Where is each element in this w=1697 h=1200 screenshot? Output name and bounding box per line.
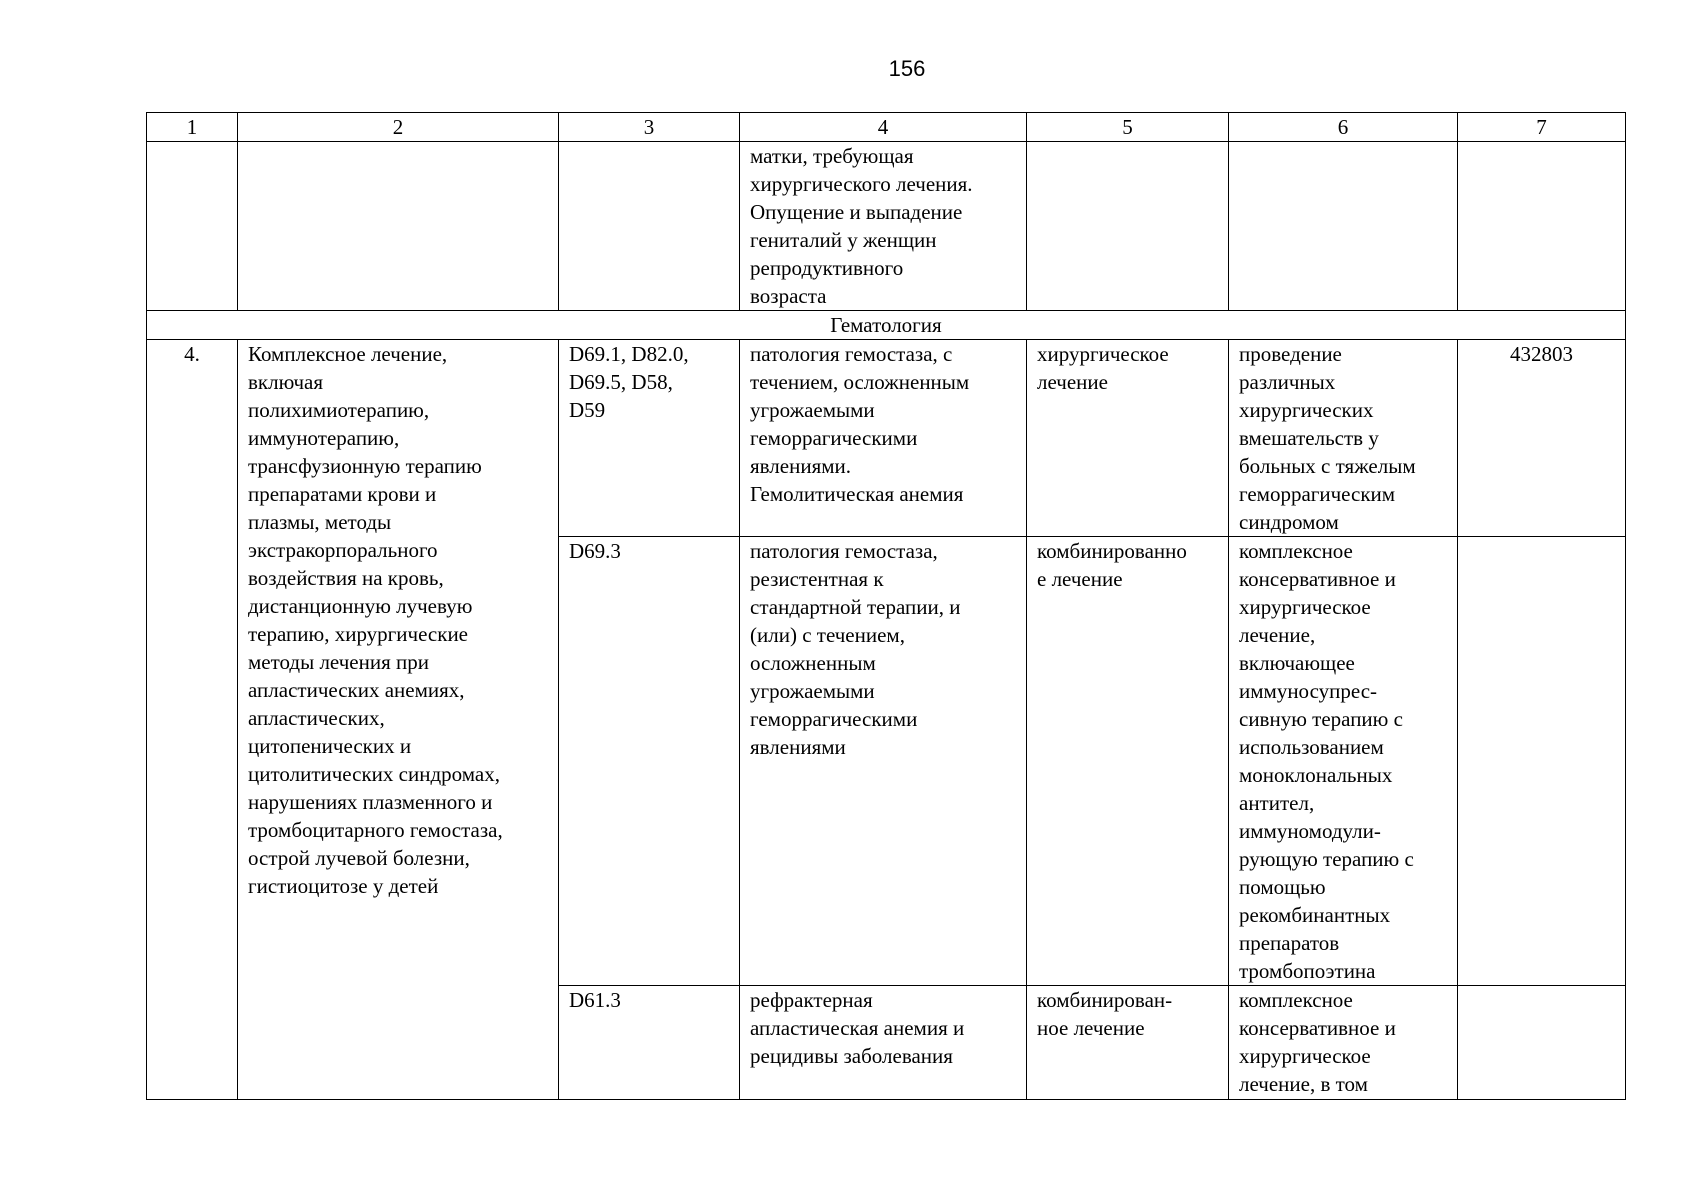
diagnosis-codes: D69.1, D82.0, D69.5, D58, D59 bbox=[559, 340, 740, 537]
empty-cell bbox=[147, 142, 238, 311]
cost-value: 432803 bbox=[1458, 340, 1626, 537]
empty-cell bbox=[238, 142, 559, 311]
diagnosis-codes: D69.3 bbox=[559, 537, 740, 986]
medical-care-table bbox=[146, 112, 1626, 1100]
column-header-6: 6 bbox=[1229, 113, 1458, 142]
patient-model: рефрактерная апластическая анемия и рецидивы заболевания bbox=[740, 986, 1027, 1100]
patient-model: патология гемостаза, резистентная к стандартной терапии, и (или) с течением, осложненным угрожаемыми геморрагическими явлениями bbox=[740, 537, 1027, 986]
treatment-method: комплексное консервативное и хирургическое лечение, включающее иммуносупрес- сивную терапию с использованием моноклональных антител, иммуномодули- рующую терапию с помощью рекомбинантных препаратов тромбопоэтина bbox=[1229, 537, 1458, 986]
empty-cell bbox=[1458, 142, 1626, 311]
page-number: 156 bbox=[888, 56, 926, 81]
treatment-type: комбинированно е лечение bbox=[1027, 537, 1229, 986]
treatment-type: хирургическое лечение bbox=[1027, 340, 1229, 537]
continuation-row bbox=[147, 142, 1626, 311]
column-header-4: 4 bbox=[740, 113, 1027, 142]
empty-cell bbox=[1027, 142, 1229, 311]
treatment-method: комплексное консервативное и хирургическое лечение, в том bbox=[1229, 986, 1458, 1100]
column-header-3: 3 bbox=[559, 113, 740, 142]
table-row bbox=[147, 340, 1626, 537]
column-header-2: 2 bbox=[238, 113, 559, 142]
column-header-1: 1 bbox=[147, 113, 238, 142]
empty-cell bbox=[1229, 142, 1458, 311]
treatment-type: комбинирован- ное лечение bbox=[1027, 986, 1229, 1100]
empty-cell bbox=[1458, 986, 1626, 1100]
continued-patient-model: матки, требующая хирургического лечения. Опущение и выпадение гениталий у женщин репродуктивного возраста bbox=[740, 142, 1027, 311]
entry-description: Комплексное лечение, включая полихимиотерапию, иммунотерапию, трансфузионную терапию препаратами крови и плазмы, методы экстракорпорального воздействия на кровь, дистанционную лучевую терапию, хирургические методы лечения при апластических анемиях, апластических, цитопенических и цитолитических синдромах, нарушениях плазменного и тромбоцитарного гемостаза, острой лучевой болезни, гистиоцитозе у детей bbox=[238, 340, 559, 1100]
treatment-method: проведение различных хирургических вмешательств у больных с тяжелым геморрагическим синдромом bbox=[1229, 340, 1458, 537]
section-title: Гематология bbox=[147, 311, 1626, 340]
entry-number: 4. bbox=[147, 340, 238, 1100]
column-header-5: 5 bbox=[1027, 113, 1229, 142]
column-number-row bbox=[147, 113, 1626, 142]
section-row bbox=[147, 311, 1626, 340]
column-header-7: 7 bbox=[1458, 113, 1626, 142]
empty-cell bbox=[1458, 537, 1626, 986]
patient-model: патология гемостаза, с течением, осложненным угрожаемыми геморрагическими явлениями. Гемолитическая анемия bbox=[740, 340, 1027, 537]
empty-cell bbox=[559, 142, 740, 311]
diagnosis-codes: D61.3 bbox=[559, 986, 740, 1100]
